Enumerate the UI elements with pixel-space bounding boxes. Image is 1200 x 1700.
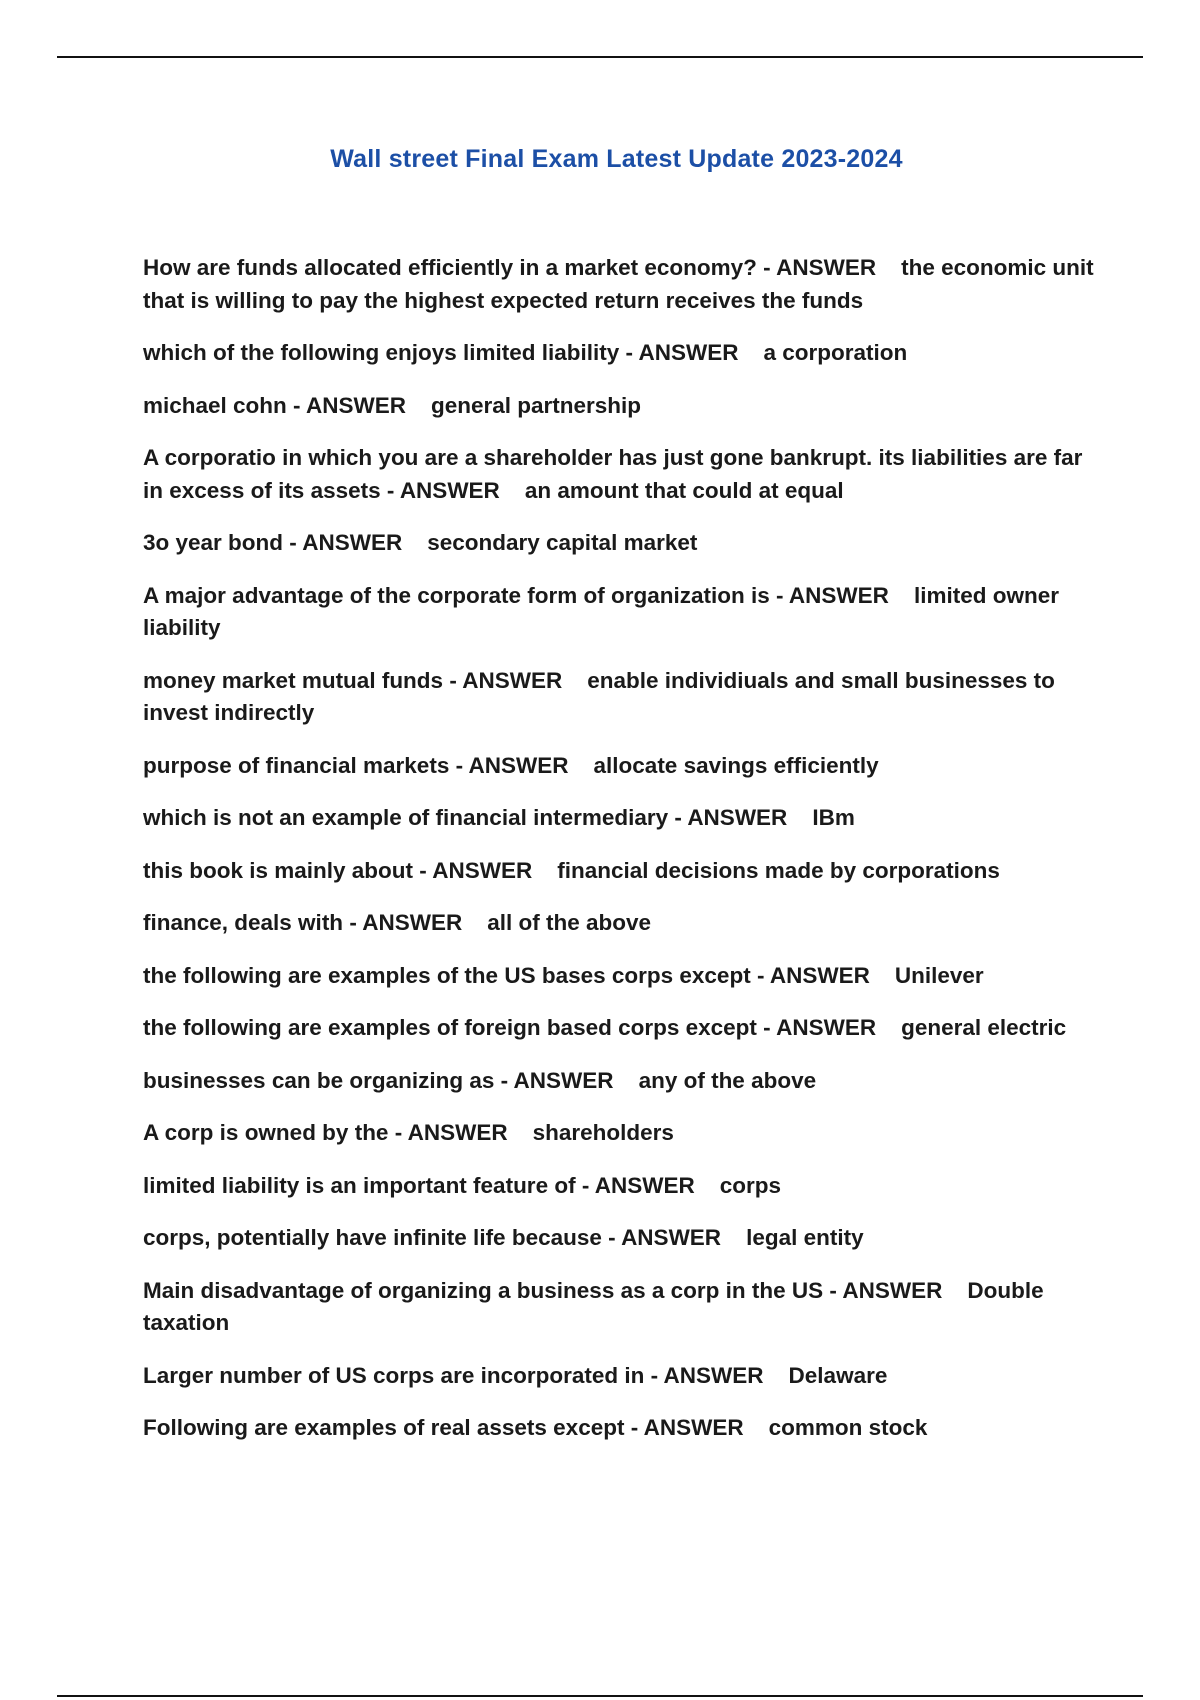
answer-marker: ANSWER [462,667,563,693]
question-text: which of the following enjoys limited liability [143,340,620,365]
answer-text: secondary capital market [427,530,698,555]
answer-text: a corporation [763,340,908,365]
question-text: How are funds allocated efficiently in a market economy? [143,255,757,280]
question-text: money market mutual funds [143,667,444,693]
answer-text: Double taxation [143,1277,1044,1335]
qa-item: 3o year bond - ANSWER secondary capital market [143,530,698,555]
answer-text: general partnership [430,392,642,418]
answer-text: an amount that could at equal [524,477,844,503]
question-text: 3o year bond [143,530,284,555]
answer-text: financial decisions made by corporations [557,857,1000,883]
qa-item: which of the following enjoys limited liability - ANSWER a corporation [143,340,908,365]
answer-marker: ANSWER [643,1415,744,1440]
answer-marker: ANSWER [776,1015,877,1040]
qa-item: A major advantage of the corporate form of organization is - ANSWER limited owner liability [143,582,1059,640]
question-text: Larger number of US corps are incorporated in [143,1362,645,1388]
answer-text: limited owner liability [143,582,1059,640]
answer-text: the economic unit that is willing to pay the highest expected return receives the funds [143,255,1094,313]
answer-text: shareholders [532,1120,674,1145]
answer-text: Delaware [788,1362,888,1388]
answer-marker: ANSWER [432,857,533,883]
question-text: A corporatio in which you are a shareholder has just gone bankrupt. its liabilities are far in excess of its assets [143,445,1083,503]
question-text: michael cohn [143,392,287,418]
answer-marker: ANSWER [302,530,403,555]
qa-item: the following are examples of the US bases corps except - ANSWER Unilever [143,962,984,988]
answer-marker: ANSWER [638,340,739,365]
qa-item: businesses can be organizing as - ANSWER any of the above [143,1067,817,1093]
answer-marker: ANSWER [305,392,406,418]
question-text: businesses can be organizing as [143,1067,495,1093]
qa-item: A corporatio in which you are a shareholder has just gone bankrupt. its liabilities are far in excess of its assets - ANSWER an amount that could at equal [143,445,1083,503]
qa-item: finance, deals with - ANSWER all of the above [143,910,652,935]
qa-item: Main disadvantage of organizing a business as a corp in the US - ANSWER Double taxation [143,1277,1044,1335]
question-text: the following are examples of the US bases corps except [143,962,751,988]
question-text: A corp is owned by the [143,1120,389,1145]
question-text: finance, deals with [143,910,344,935]
answer-marker: ANSWER [769,962,870,988]
answer-marker: ANSWER [663,1362,764,1388]
qa-item: Following are examples of real assets except - ANSWER common stock [143,1415,928,1440]
answer-marker: ANSWER [513,1067,614,1093]
qa-item: corps, potentially have infinite life because - ANSWER legal entity [143,1225,864,1250]
answer-text: common stock [768,1415,928,1440]
answer-marker: ANSWER [842,1277,943,1303]
qa-item: Larger number of US corps are incorporated in - ANSWER Delaware [143,1362,888,1388]
answer-marker: ANSWER [776,255,877,280]
answer-text: any of the above [638,1067,817,1093]
question-text: Main disadvantage of organizing a business as a corp in the US [143,1277,824,1303]
qa-item: the following are examples of foreign based corps except - ANSWER general electric [143,1015,1067,1040]
qa-item: A corp is owned by the - ANSWER shareholders [143,1120,674,1145]
answer-text: legal entity [746,1225,864,1250]
qa-item: this book is mainly about - ANSWER financial decisions made by corporations [143,857,1000,883]
answer-marker: ANSWER [362,910,463,935]
qa-item: How are funds allocated efficiently in a market economy? - ANSWER the economic unit that is willing to pay the highest expected return receives the funds [143,255,1094,313]
question-text: corps, potentially have infinite life because [143,1225,602,1250]
answer-text: Unilever [894,962,984,988]
answer-text: corps [719,1172,782,1198]
question-text: which is not an example of financial intermediary [143,805,669,830]
qa-item: limited liability is an important feature of - ANSWER corps [143,1172,782,1198]
question-text: this book is mainly about [143,857,414,883]
answer-text: enable individiuals and small businesses to invest indirectly [143,667,1055,725]
answer-marker: ANSWER [687,805,788,830]
answer-marker: ANSWER [407,1120,508,1145]
answer-marker: ANSWER [468,752,569,778]
qa-item: michael cohn - ANSWER general partnership [143,392,642,418]
qa-item: money market mutual funds - ANSWER enable individiuals and small businesses to invest indirectly [143,667,1055,725]
answer-marker: ANSWER [788,582,889,608]
answer-marker: ANSWER [399,477,500,503]
answer-text: general electric [901,1015,1067,1040]
qa-item: which is not an example of financial intermediary - ANSWER IBm [143,805,855,830]
question-text: A major advantage of the corporate form of organization is [143,582,770,608]
qa-list [143,252,1103,1465]
question-text: limited liability is an important feature of [143,1172,576,1198]
qa-item: purpose of financial markets - ANSWER allocate savings efficiently [143,752,879,778]
page-title: Wall street Final Exam Latest Update 2023-2024 [330,145,903,173]
question-text: purpose of financial markets [143,752,450,778]
answer-text: allocate savings efficiently [593,752,879,778]
bottom-rule [57,1695,1143,1697]
answer-marker: ANSWER [594,1172,695,1198]
answer-marker: ANSWER [621,1225,722,1250]
top-rule [57,56,1143,58]
answer-text: all of the above [487,910,652,935]
question-text: Following are examples of real assets except [143,1415,625,1440]
answer-text: IBm [812,805,855,830]
question-text: the following are examples of foreign based corps except [143,1015,757,1040]
